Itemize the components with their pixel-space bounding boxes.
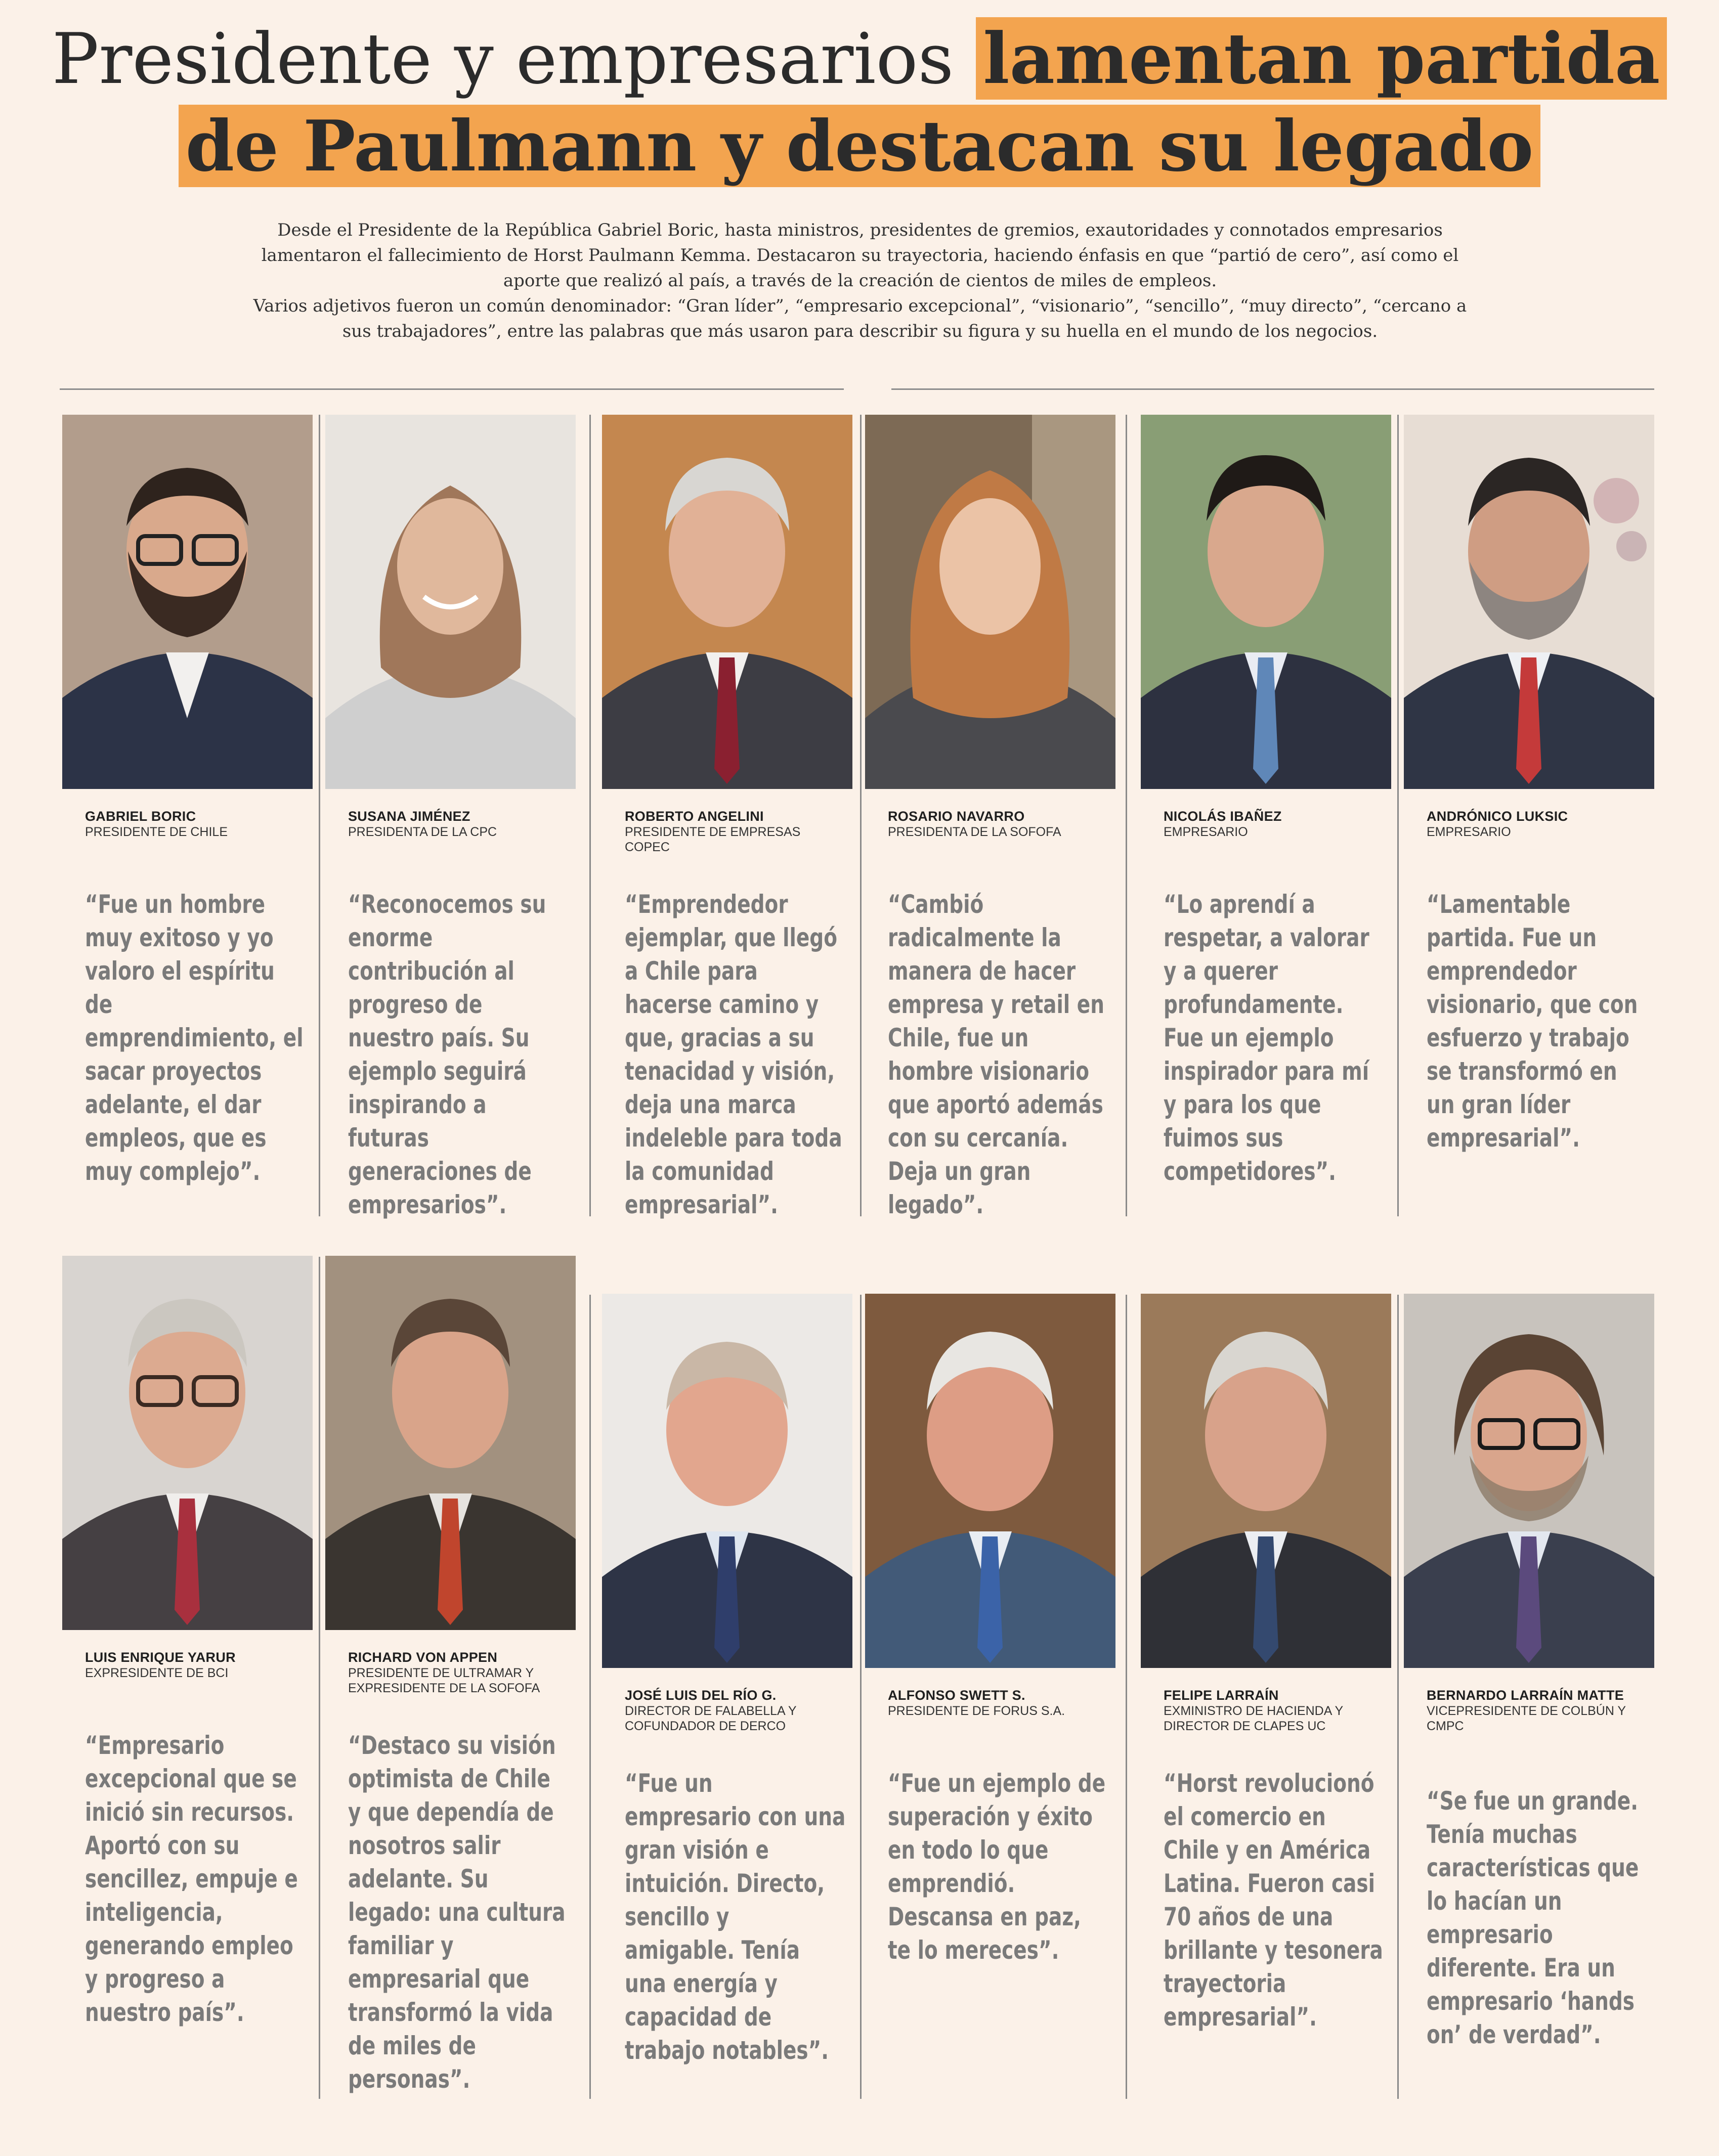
portrait-icon — [1404, 415, 1654, 789]
divider-right — [891, 388, 1654, 390]
person-quote: “Fue un hombre muy exitoso y yo valoro el espíritu de emprendimiento, el sacar proyectos adelante, el dar empleos, que es muy complejo”. — [85, 890, 304, 1186]
portrait-photo — [1404, 415, 1654, 789]
column-separator — [319, 1257, 320, 2099]
person-card — [602, 1294, 852, 2103]
person-role: EMPRESARIO — [1427, 825, 1511, 839]
person-card — [1404, 415, 1654, 1224]
person-quote: “Reconocemos su enorme contribución al progreso de nuestro país. Su ejemplo seguirá inspirando a futuras generaciones de empresarios”. — [348, 890, 546, 1219]
person-quote: “Fue un ejemplo de superación y éxito en todo lo que emprendió. Descansa en paz, te lo mereces”. — [888, 1769, 1106, 1965]
headline-highlight-2: de Paulmann y destacan su legado — [179, 105, 1541, 187]
headline-highlight-1: lamentan partida — [976, 17, 1667, 100]
portrait-photo — [602, 1294, 852, 1668]
column-separator — [1126, 1295, 1127, 2099]
portrait-photo — [865, 1294, 1115, 1668]
column-separator — [1397, 1295, 1399, 2099]
person-role: PRESIDENTE DE FORUS S.A. — [888, 1704, 1065, 1718]
person-name: JOSÉ LUIS DEL RÍO G. — [625, 1688, 777, 1703]
person-quote: “Lamentable partida. Fue un emprendedor visionario, que con esfuerzo y trabajo se transformó en un gran líder empresarial”. — [1427, 890, 1638, 1153]
portrait-photo — [325, 1256, 576, 1630]
portrait-photo — [62, 1256, 313, 1630]
person-quote: “Emprendedor ejemplar, que llegó a Chile para hacerse camino y que, gracias a su tenacidad y visión, deja una marca indeleble para toda la comunidad empresarial”. — [625, 890, 842, 1219]
person-name: ROBERTO ANGELINI — [625, 809, 764, 824]
person-quote: “Se fue un grande. Tenía muchas características que lo hacían un empresario diferente. Era un empresario ‘hands on’ de verdad”. — [1427, 1786, 1639, 2049]
person-role: EMPRESARIO — [1164, 825, 1248, 839]
intro-text — [238, 217, 1482, 344]
portrait-icon — [1141, 415, 1391, 789]
column-separator — [319, 415, 320, 1216]
portrait-photo — [602, 415, 852, 789]
person-name: ALFONSO SWETT S. — [888, 1688, 1025, 1703]
person-card — [602, 415, 852, 1224]
person-quote: “Fue un empresario con una gran visión e intuición. Directo, sencillo y amigable. Tenía una energía y capacidad de trabajo notables”. — [625, 1769, 846, 2065]
person-role: PRESIDENTE DE EMPRESAS COPEC — [625, 825, 801, 854]
person-role: PRESIDENTA DE LA SOFOFA — [888, 825, 1061, 839]
column-separator — [860, 415, 862, 1216]
portrait-photo — [62, 415, 313, 789]
headline-plain: Presidente y empresarios — [52, 18, 954, 100]
column-separator — [1126, 415, 1127, 1216]
person-name: NICOLÁS IBAÑEZ — [1164, 809, 1282, 824]
person-name: RICHARD VON APPEN — [348, 1650, 498, 1665]
person-name: FELIPE LARRAÍN — [1164, 1688, 1279, 1703]
person-quote: “Lo aprendí a respetar, a valorar y a querer profundamente. Fue un ejemplo inspirador para mí y para los que fuimos sus competidores”. — [1164, 890, 1369, 1186]
person-role: PRESIDENTE DE ULTRAMAR Y EXPRESIDENTE DE LA SOFOFA — [348, 1666, 540, 1695]
person-name: GABRIEL BORIC — [85, 809, 196, 824]
portrait-icon — [62, 1256, 313, 1630]
portrait-icon — [325, 415, 576, 789]
portrait-icon — [865, 415, 1115, 789]
person-card — [325, 1256, 576, 2105]
portrait-icon — [325, 1256, 576, 1630]
person-role: PRESIDENTE DE CHILE — [85, 825, 228, 839]
person-role: EXPRESIDENTE DE BCI — [85, 1666, 229, 1680]
column-separator — [1397, 415, 1399, 1216]
person-card — [1141, 1294, 1391, 2103]
column-separator — [589, 415, 591, 1216]
portrait-photo — [865, 415, 1115, 789]
person-card — [325, 415, 576, 1224]
person-role: VICEPRESIDENTE DE COLBÚN Y CMPC — [1427, 1704, 1626, 1733]
divider-left — [60, 388, 844, 390]
person-card — [865, 1294, 1115, 2103]
person-quote: “Cambió radicalmente la manera de hacer empresa y retail en Chile, fue un hombre visionario que aportó además con su cercanía. Deja un gran legado”. — [888, 890, 1104, 1219]
person-name: LUIS ENRIQUE YARUR — [85, 1650, 236, 1665]
person-card — [1141, 415, 1391, 1224]
person-role: PRESIDENTA DE LA CPC — [348, 825, 497, 839]
portrait-photo — [325, 415, 576, 789]
person-name: BERNARDO LARRAÍN MATTE — [1427, 1688, 1624, 1703]
portrait-icon — [1141, 1294, 1391, 1668]
person-name: ANDRÓNICO LUKSIC — [1427, 809, 1568, 824]
portrait-icon — [602, 1294, 852, 1668]
column-separator — [589, 1295, 591, 2099]
person-card — [1404, 1294, 1654, 2103]
person-quote: “Horst revolucionó el comercio en Chile y en América Latina. Fueron casi 70 años de una brillante y tesonera trayectoria empresarial”. — [1164, 1769, 1383, 2032]
person-name: SUSANA JIMÉNEZ — [348, 809, 470, 824]
person-role: DIRECTOR DE FALABELLA Y COFUNDADOR DE DERCO — [625, 1704, 797, 1733]
headline — [0, 15, 1719, 190]
portrait-photo — [1141, 415, 1391, 789]
person-card — [865, 415, 1115, 1224]
person-card — [62, 1256, 313, 2105]
portrait-icon — [602, 415, 852, 789]
person-name: ROSARIO NAVARRO — [888, 809, 1025, 824]
intro-paragraph-2: Varios adjetivos fueron un común denominador: “Gran líder”, “empresario excepcional”, “visionario”, “sencillo”, “muy directo”, “cercano a sus trabajadores”, entre las palabras que más usaron para describir su figura y su huella en el mundo de los negocios. — [253, 296, 1467, 341]
person-card — [62, 415, 313, 1224]
portrait-photo — [1141, 1294, 1391, 1668]
person-quote: “Destaco su visión optimista de Chile y que dependía de nosotros salir adelante. Su legado: una cultura familiar y empresarial que transformó la vida de miles de personas”. — [348, 1731, 566, 2094]
portrait-photo — [1404, 1294, 1654, 1668]
column-separator — [860, 1295, 862, 2099]
portrait-icon — [62, 415, 313, 789]
portrait-icon — [1404, 1294, 1654, 1668]
person-role: EXMINISTRO DE HACIENDA Y DIRECTOR DE CLAPES UC — [1164, 1704, 1343, 1733]
intro-paragraph-1: Desde el Presidente de la República Gabriel Boric, hasta ministros, presidentes de gremios, exautoridades y connotados empresarios lamentaron el fallecimiento de Horst Paulmann Kemma. Destacaron su trayectoria, haciendo énfasis en que “partió de cero”, así como el aporte que realizó al país, a través de la creación de cientos de miles de empleos. — [261, 220, 1459, 291]
person-quote: “Empresario excepcional que se inició sin recursos. Aportó con su sencillez, empuje e inteligencia, generando empleo y progreso a nuestro país”. — [85, 1731, 298, 2027]
portrait-icon — [865, 1294, 1115, 1668]
